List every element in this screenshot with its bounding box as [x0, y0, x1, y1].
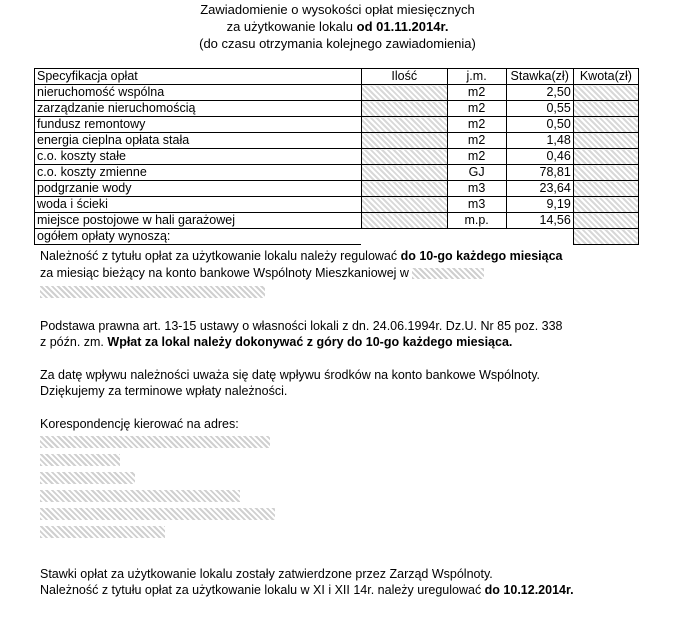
row-unit: m.p. [447, 213, 506, 229]
document-subtitle [0, 18, 675, 35]
redacted-amount [573, 165, 638, 181]
redacted-quantity [361, 85, 447, 101]
row-name: podgrzanie wody [35, 181, 362, 197]
total-spacer [506, 229, 573, 245]
redacted-quantity [361, 101, 447, 117]
redacted-amount [573, 117, 638, 133]
row-rate: 78,81 [506, 165, 573, 181]
redacted-amount [573, 85, 638, 101]
column-header-amount: Kwota(zł) [573, 69, 638, 85]
row-name: miejsce postojowe w hali garażowej [35, 213, 362, 229]
subtitle-text: za użytkowanie lokalu [226, 19, 357, 34]
row-unit: m2 [447, 85, 506, 101]
total-spacer [361, 229, 447, 245]
row-unit: m2 [447, 149, 506, 165]
effective-date: od 01.11.2014r. [356, 19, 449, 34]
rates-approval-note: Stawki opłat za użytkowanie lokalu zostały zatwierdzone przez Zarząd Wspólnoty. [40, 567, 493, 581]
column-header-specification: Specyfikacja opłat [35, 69, 362, 85]
row-rate: 0,50 [506, 117, 573, 133]
redacted-quantity [361, 117, 447, 133]
row-rate: 23,64 [506, 181, 573, 197]
payment-deadline-line [40, 248, 562, 264]
redacted-address-line [40, 526, 165, 538]
row-unit: m2 [447, 133, 506, 149]
row-name: fundusz remontowy [35, 117, 362, 133]
row-name: zarządzanie nieruchomością [35, 101, 362, 117]
redacted-bank-account-number [40, 286, 265, 298]
legal-basis-line-2 [40, 334, 512, 350]
table-row [35, 85, 639, 101]
redacted-address-line [40, 436, 270, 448]
row-rate: 0,55 [506, 101, 573, 117]
table-row [35, 213, 639, 229]
payment-text: Należność z tytułu opłat za użytkowanie lokalu należy regulować [40, 249, 401, 263]
table-total-row [35, 229, 639, 245]
redacted-address-line [40, 472, 135, 484]
table-row [35, 149, 639, 165]
redacted-quantity [361, 133, 447, 149]
final-payment-date: do 10.12.2014r. [484, 583, 574, 597]
redacted-amount [573, 101, 638, 117]
bank-account-text: za miesiąc bieżący na konto bankowe Wspólnoty Mieszkaniowej w [40, 266, 409, 280]
redacted-amount [573, 133, 638, 149]
row-name: energia cieplna opłata stała [35, 133, 362, 149]
row-rate: 1,48 [506, 133, 573, 149]
redacted-quantity [361, 213, 447, 229]
table-row [35, 197, 639, 213]
total-spacer [447, 229, 506, 245]
row-name: nieruchomość wspólna [35, 85, 362, 101]
row-rate: 9,19 [506, 197, 573, 213]
redacted-amount [573, 181, 638, 197]
bank-account-line [40, 265, 484, 281]
redacted-quantity [361, 149, 447, 165]
document-validity-note: (do czasu otrzymania kolejnego zawiadomienia) [199, 36, 476, 51]
document-title: Zawiadomienie o wysokości opłat miesięcznych [200, 2, 475, 17]
row-unit: m2 [447, 117, 506, 133]
legal-text: z późn. zm. [40, 335, 108, 349]
thank-you-note: Dziękujemy za terminowe wpłaty należności. [40, 384, 288, 398]
table-row [35, 133, 639, 149]
redacted-total-amount [573, 229, 638, 245]
redacted-address-line [40, 490, 240, 502]
total-label: ogółem opłaty wynoszą: [35, 229, 362, 245]
column-header-rate: Stawka(zł) [506, 69, 573, 85]
table-row [35, 117, 639, 133]
column-header-unit: j.m. [447, 69, 506, 85]
final-payment-text: Należność z tytułu opłat za użytkowanie lokalu w XI i XII 14r. należy uregulować [40, 583, 485, 597]
redacted-quantity [361, 165, 447, 181]
redacted-address-line [40, 454, 120, 466]
row-rate: 2,50 [506, 85, 573, 101]
redacted-amount [573, 213, 638, 229]
receipt-date-note: Za datę wpływu należności uważa się datę wpływu środków na konto bankowe Wspólnoty. [40, 368, 541, 382]
row-name: c.o. koszty zmienne [35, 165, 362, 181]
payment-deadline: do 10-go każdego miesiąca [400, 249, 563, 263]
column-header-quantity: Ilość [361, 69, 447, 85]
table-row [35, 181, 639, 197]
redacted-amount [573, 197, 638, 213]
table-header-row [35, 69, 639, 85]
redacted-amount [573, 149, 638, 165]
row-unit: m3 [447, 181, 506, 197]
table-row [35, 165, 639, 181]
legal-basis-line: Podstawa prawna art. 13-15 ustawy o własności lokali z dn. 24.06.1994r. Dz.U. Nr 85 poz. 338 [40, 319, 563, 333]
redacted-address-line [40, 508, 275, 520]
row-unit: m3 [447, 197, 506, 213]
row-name: c.o. koszty stałe [35, 149, 362, 165]
row-unit: GJ [447, 165, 506, 181]
redacted-quantity [361, 181, 447, 197]
redacted-quantity [361, 197, 447, 213]
final-payment-deadline-line [40, 582, 574, 598]
row-unit: m2 [447, 101, 506, 117]
row-rate: 14,56 [506, 213, 573, 229]
prepayment-notice: Wpłat za lokal należy dokonywać z góry do 10-go każdego miesiąca. [107, 335, 513, 349]
fee-table [34, 68, 639, 245]
table-row [35, 101, 639, 117]
correspondence-label: Korespondencję kierować na adres: [40, 417, 239, 431]
row-rate: 0,46 [506, 149, 573, 165]
row-name: woda i ścieki [35, 197, 362, 213]
redacted-bank-name [412, 268, 484, 279]
